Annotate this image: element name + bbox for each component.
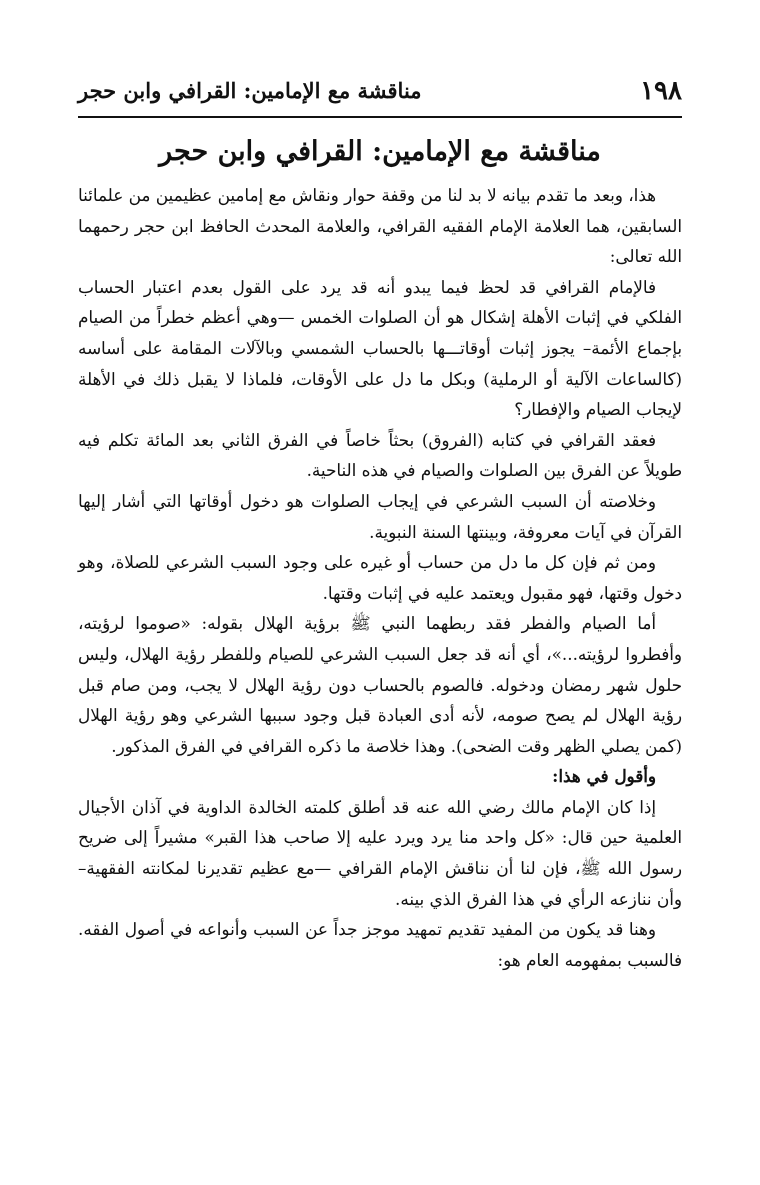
paragraph: أما الصيام والفطر فقد ربطهما النبي ﷺ برؤية الهلال بقوله: «صوموا لرؤيته، وأفطروا لرؤيته...»، أي أنه قد جعل السبب الشرعي للصيام وللفطر رؤية الهلال، وليس حلول شهر رمضان ودخوله. فالصوم بالحساب دون رؤية الهلال لا يجب، ومن صام قبل رؤية الهلال لم يصح صومه، لأنه أدى العبادة قبل وجود سببها الشرعي وهو رؤية الهلال (كمن يصلي الظهر وقت الضحى). وهذا خلاصة ما ذكره القرافي في الفرق المذكور. bbox=[78, 613, 682, 756]
paragraph: فعقد القرافي في كتابه (الفروق) بحثاً خاصاً في الفرق الثاني بعد المائة تكلم فيه طويلاً عن الفرق بين الصلوات والصيام في هذه الناحية. bbox=[78, 429, 682, 481]
paragraph: فالإمام القرافي قد لحظ فيما يبدو أنه قد يرد على القول بعدم اعتبار الحساب الفلكي في إثبات الأهلة إشكال هو أن الصلوات الخمس —وهي أعظم خطراً من الصيام بإجماع الأئمة– يجوز إثبات أوقاتـــها بالحساب الشمسي وبالآلات المقامة على أساسه (كالساعات الآلية أو الرملية) وبكل ما دل على الأوقات، فلماذا لا يقبل ذلك في الأهلة لإيجاب الصيام والإفطار؟ bbox=[78, 276, 682, 420]
paragraph: وهنا قد يكون من المفيد تقديم تمهيد موجز جداً عن السبب وأنواعه في أصول الفقه. فالسبب بمفهومه العام هو: bbox=[78, 919, 682, 970]
paragraph: إذا كان الإمام مالك رضي الله عنه قد أطلق كلمته الخالدة الداوية في آذان الأجيال العلمية حين قال: «كل واحد منا يرد ويرد عليه إلا صاحب هذا القبر» مشيراً إلى ضريح رسول الله ﷺ، فإن لنا أن نناقش الإمام القرافي —مع عظيم تقديرنا لمكانته الفقهية– وأن ننازعه الرأي في هذا الفرق الذي بينه. bbox=[78, 796, 682, 909]
subheading: وأقول في هذا: bbox=[552, 766, 656, 787]
header-rule bbox=[78, 116, 682, 118]
page-number: ١٩٨ bbox=[640, 76, 682, 106]
body-text bbox=[78, 180, 682, 975]
paragraph: ومن ثم فإن كل ما دل من حساب أو غيره على وجود السبب الشرعي للصلاة، وهو دخول وقتها، فهو مقبول ويعتمد عليه في إثبات وقتها. bbox=[78, 552, 682, 603]
paragraph: هذا، وبعد ما تقدم بيانه لا بد لنا من وقفة حوار ونقاش مع إمامين عظيمين من علمائنا السابقين، هما العلامة الإمام الفقيه القرافي، والعلامة المحدث الحافظ ابن حجر رحمهما الله تعالى: bbox=[78, 185, 682, 267]
section-title: مناقشة مع الإمامين: القرافي وابن حجر bbox=[159, 136, 601, 167]
paragraph: وخلاصته أن السبب الشرعي في إيجاب الصلوات هو دخول أوقاتها التي أشار إليها القرآن في آيات معروفة، وبينتها السنة النبوية. bbox=[78, 490, 682, 542]
running-title: مناقشة مع الإمامين: القرافي وابن حجر bbox=[78, 78, 422, 103]
page-header bbox=[78, 72, 682, 112]
